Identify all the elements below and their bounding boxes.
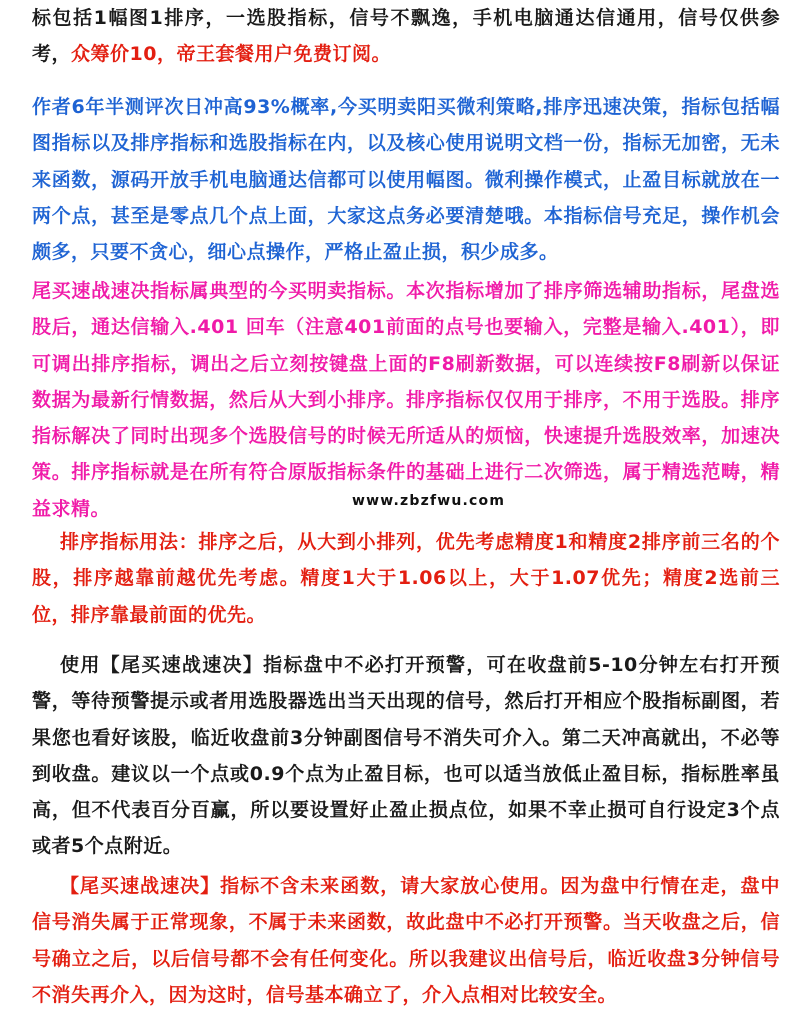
intro-paragraph [32, 0, 780, 73]
sorting-usage-paragraph: 排序指标用法：排序之后，从大到小排列，优先考虑精度1和精度2排序前三名的个股，排序越靠前越优先考虑。精度1大于1.06以上，大于1.07优先；精度2选前三位，排序靠最前面的优先。 [32, 531, 780, 626]
intro-text: 标包括1幅图1排序，一选股指标，信号不飘逸，手机电脑通达信通用，信号仅供参考， [32, 7, 780, 66]
usage-instructions-paragraph: 使用【尾买速战速决】指标盘中不必打开预警，可在收盘前5-10分钟左右打开预警，等待预警提示或者用选股器选出当天出现的信号，然后打开相应个股指标副图，若果您也看好该股，临近收盘前3分钟副图信号不消失可介入。第二天冲高就出，不必等到收盘。建议以一个点或0.9个点为止盈目标，也可以适当放低止盈目标，指标胜率虽高，但不代表百分百赢，所以要设置好止盈止损点位，如果不幸止损可自行设定3个点或者5个点附近。 [32, 654, 780, 858]
website-watermark: www.zbzfwu.com [352, 493, 506, 509]
indicator-description-paragraph: 尾买速战速决指标属典型的今买明卖指标。本次指标增加了排序筛选辅助指标，尾盘选股后，通达信输入.401 回车（注意401前面的点号也要输入，完整是输入.401），即可调出排序指标，调出之后立刻按键盘上面的F8刷新数据，可以连续按F8刷新以保证数据为最新行情数据，然后从大到小排序。排序指标仅仅用于排序，不用于选股。排序指标解决了同时出现多个选股信号的时候无所适从的烦恼，快速提升选股效率，加速决策。排序指标就是在所有符合原版指标条件的基础上进行二次筛选，属于精选范畴，精益求精。 [32, 280, 780, 520]
no-future-function-paragraph: 【尾买速战速决】指标不含未来函数，请大家放心使用。因为盘中行情在走，盘中信号消失属于正常现象，不属于未来函数，故此盘中不必打开预警。当天收盘之后，信号确立之后，以后信号都不会有任何变化。所以我建议出信号后，临近收盘3分钟信号不消失再介入，因为这时，信号基本确立了，介入点相对比较安全。 [32, 875, 780, 1006]
price-highlight: 众筹价10，帝王套餐用户免费订阅。 [71, 43, 391, 66]
author-description-paragraph: 作者6年半测评次日冲高93%概率,今买明卖阳买微利策略,排序迅速决策，指标包括幅图指标以及排序指标和选股指标在内，以及核心使用说明文档一份，指标无加密，无未来函数，源码开放手机电脑通达信都可以使用幅图。微利操作模式，止盈目标就放在一两个点，甚至是零点几个点上面，大家这点务必要清楚哦。本指标信号充足，操作机会颇多，只要不贪心，细心点操作，严格止盈止损，积少成多。 [32, 96, 780, 264]
